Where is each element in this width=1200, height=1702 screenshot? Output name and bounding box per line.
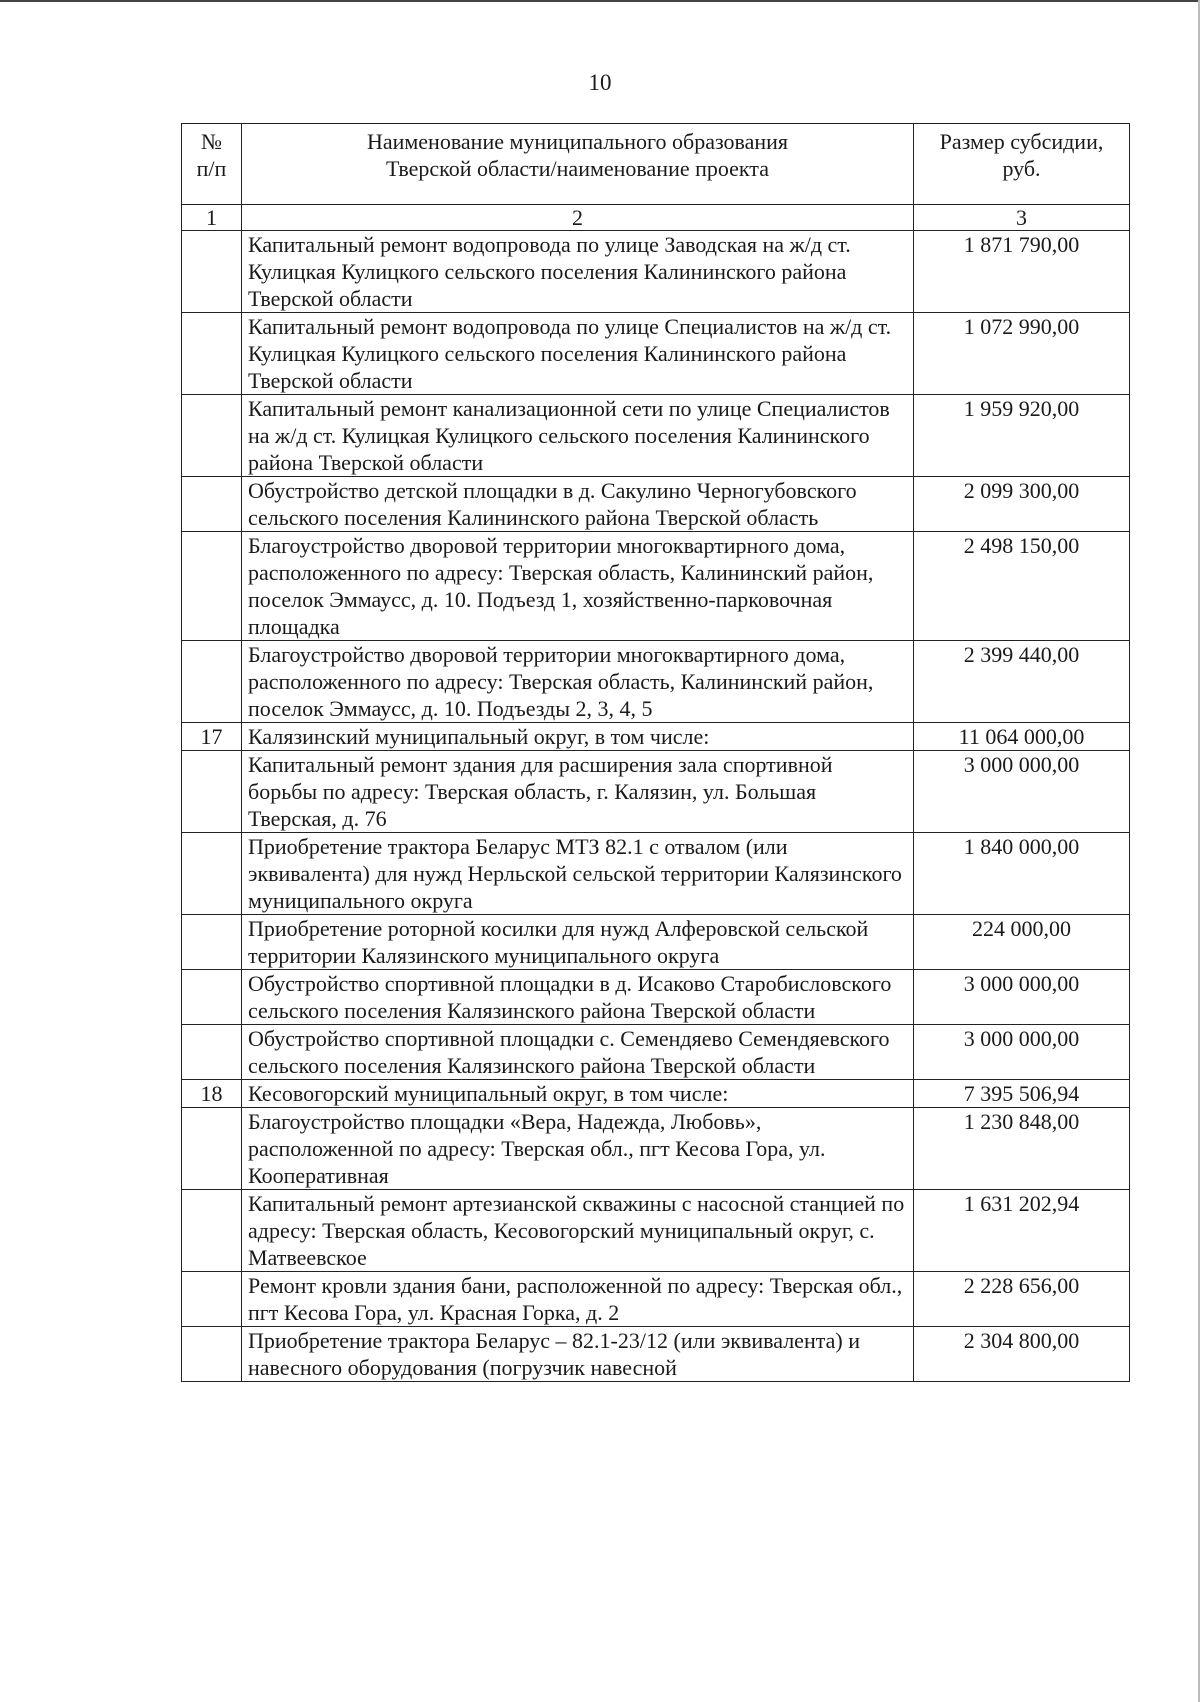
- subsidy-amount: 1 840 000,00: [914, 833, 1130, 915]
- table-header-row: [182, 124, 1130, 205]
- subsidy-amount: 1 230 848,00: [914, 1108, 1130, 1190]
- project-name: Благоустройство дворовой территории многоквартирного дома, расположенного по адресу: Тверская область, Калининский район, поселок Эммаусс, д. 10. Подъезды 2, 3, 4, 5: [242, 641, 914, 723]
- row-number: [182, 395, 242, 477]
- row-number: 17: [182, 723, 242, 751]
- table-row: [182, 641, 1130, 723]
- project-name: Приобретение трактора Беларус МТЗ 82.1 с отвалом (или эквивалента) для нужд Нерльской сельской территории Калязинского муниципального округа: [242, 833, 914, 915]
- row-number: [182, 751, 242, 833]
- header-subsidy-amount: Размер субсидии, руб.: [914, 124, 1130, 205]
- subsidy-amount: 2 304 800,00: [914, 1327, 1130, 1382]
- project-name: Капитальный ремонт канализационной сети по улице Специалистов на ж/д ст. Кулицкая Кулицкого сельского поселения Калининского района Тверской области: [242, 395, 914, 477]
- row-number: [182, 1327, 242, 1382]
- project-name: Приобретение трактора Беларус – 82.1-23/12 (или эквивалента) и навесного оборудования (погрузчик навесной: [242, 1327, 914, 1382]
- table-row: [182, 532, 1130, 641]
- table-row: [182, 313, 1130, 395]
- project-name: Капитальный ремонт артезианской скважины с насосной станцией по адресу: Тверская область, Кесовогорский муниципальный округ, с. Матвеевское: [242, 1190, 914, 1272]
- project-name: Благоустройство дворовой территории многоквартирного дома, расположенного по адресу: Тверская область, Калининский район, поселок Эммаусс, д. 10. Подъезд 1, хозяйственно-парковочная площадка: [242, 532, 914, 641]
- table-row: [182, 1108, 1130, 1190]
- row-number: [182, 970, 242, 1025]
- row-number: [182, 915, 242, 970]
- column-index: 2: [242, 205, 914, 231]
- row-number: [182, 1025, 242, 1080]
- column-index: 3: [914, 205, 1130, 231]
- subsidy-amount: 1 959 920,00: [914, 395, 1130, 477]
- table-row: [182, 231, 1130, 313]
- project-name: Кесовогорский муниципальный округ, в том числе:: [242, 1080, 914, 1108]
- table-row: [182, 1327, 1130, 1382]
- subsidy-amount: 3 000 000,00: [914, 1025, 1130, 1080]
- row-number: [182, 231, 242, 313]
- table-row: [182, 477, 1130, 532]
- table-row: [182, 723, 1130, 751]
- project-name: Обустройство детской площадки в д. Сакулино Черногубовского сельского поселения Калининского района Тверской область: [242, 477, 914, 532]
- table-row: [182, 1190, 1130, 1272]
- row-number: [182, 1190, 242, 1272]
- table-row: [182, 1272, 1130, 1327]
- subsidy-amount: 2 399 440,00: [914, 641, 1130, 723]
- row-number: [182, 1272, 242, 1327]
- row-number: 18: [182, 1080, 242, 1108]
- project-name: Капитальный ремонт водопровода по улице Специалистов на ж/д ст. Кулицкая Кулицкого сельского поселения Калининского района Тверской области: [242, 313, 914, 395]
- row-number: [182, 532, 242, 641]
- project-name: Капитальный ремонт здания для расширения зала спортивной борьбы по адресу: Тверская область, г. Калязин, ул. Большая Тверская, д. 76: [242, 751, 914, 833]
- subsidy-amount: 1 072 990,00: [914, 313, 1130, 395]
- header-name: Наименование муниципального образования Тверской области/наименование проекта: [242, 124, 914, 205]
- subsidy-amount: 1 871 790,00: [914, 231, 1130, 313]
- subsidy-amount: 2 498 150,00: [914, 532, 1130, 641]
- table-row: [182, 833, 1130, 915]
- subsidy-table: [181, 123, 1130, 1382]
- table-row: [182, 1080, 1130, 1108]
- table-row: [182, 395, 1130, 477]
- row-number: [182, 641, 242, 723]
- project-name: Приобретение роторной косилки для нужд Алферовской сельской территории Калязинского муниципального округа: [242, 915, 914, 970]
- subsidy-amount: 2 099 300,00: [914, 477, 1130, 532]
- table-row: [182, 970, 1130, 1025]
- project-name: Ремонт кровли здания бани, расположенной по адресу: Тверская обл., пгт Кесова Гора, ул. Красная Горка, д. 2: [242, 1272, 914, 1327]
- column-index: 1: [182, 205, 242, 231]
- row-number: [182, 313, 242, 395]
- table-row: [182, 751, 1130, 833]
- header-number: № п/п: [182, 124, 242, 205]
- scan-top-edge: [0, 0, 1200, 2]
- table-row: [182, 1025, 1130, 1080]
- page-number: 10: [588, 70, 612, 95]
- project-name: Калязинский муниципальный округ, в том числе:: [242, 723, 914, 751]
- table-row: [182, 915, 1130, 970]
- project-name: Капитальный ремонт водопровода по улице Заводская на ж/д ст. Кулицкая Кулицкого сельского поселения Калининского района Тверской области: [242, 231, 914, 313]
- subsidy-amount: 224 000,00: [914, 915, 1130, 970]
- subsidy-amount: 1 631 202,94: [914, 1190, 1130, 1272]
- row-number: [182, 833, 242, 915]
- subsidy-amount: 7 395 506,94: [914, 1080, 1130, 1108]
- column-index-row: [182, 205, 1130, 231]
- row-number: [182, 477, 242, 532]
- row-number: [182, 1108, 242, 1190]
- subsidy-amount: 3 000 000,00: [914, 751, 1130, 833]
- subsidy-amount: 11 064 000,00: [914, 723, 1130, 751]
- subsidy-amount: 3 000 000,00: [914, 970, 1130, 1025]
- project-name: Обустройство спортивной площадки в д. Исаково Старобисловского сельского поселения Калязинского района Тверской области: [242, 970, 914, 1025]
- project-name: Обустройство спортивной площадки с. Семендяево Семендяевского сельского поселения Калязинского района Тверской области: [242, 1025, 914, 1080]
- subsidy-amount: 2 228 656,00: [914, 1272, 1130, 1327]
- table-body: [182, 231, 1130, 1382]
- project-name: Благоустройство площадки «Вера, Надежда, Любовь», расположенной по адресу: Тверская обл., пгт Кесова Гора, ул. Кооперативная: [242, 1108, 914, 1190]
